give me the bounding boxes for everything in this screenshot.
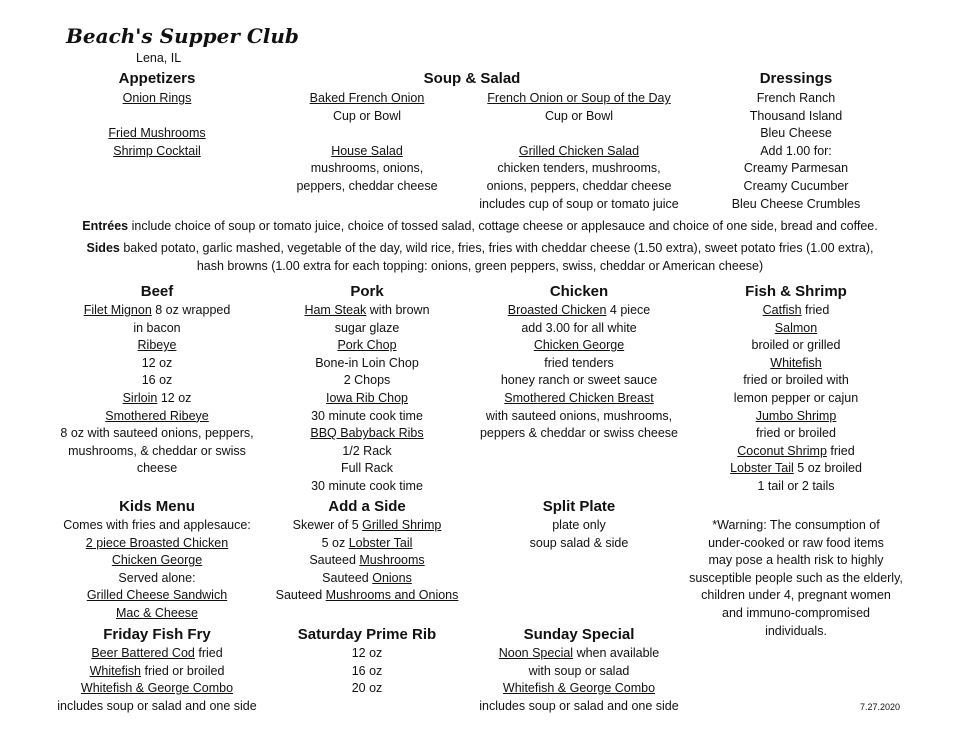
menu-line bbox=[47, 443, 267, 461]
menu-line bbox=[282, 125, 452, 143]
restaurant-title: Beach's Supper Club bbox=[66, 24, 299, 48]
menu-line bbox=[469, 355, 689, 373]
menu-item-name: 2 piece Broasted Chicken bbox=[85, 535, 229, 550]
menu-item-detail: 1 tail or 2 tails bbox=[757, 478, 835, 493]
menu-line bbox=[468, 90, 690, 108]
menu-line bbox=[267, 443, 467, 461]
menu-item-detail: Creamy Parmesan bbox=[743, 161, 849, 176]
menu-item-detail: lemon pepper or cajun bbox=[733, 390, 859, 405]
menu-item-detail: fried or broiled with bbox=[743, 373, 849, 388]
menu-item-detail: 5 oz broiled bbox=[793, 461, 862, 476]
menu-line bbox=[469, 663, 689, 681]
menu-line bbox=[468, 108, 690, 126]
menu-item-detail: 16 oz bbox=[141, 373, 173, 388]
menu-item-detail: with sauteed onions, mushrooms, bbox=[485, 408, 673, 423]
menu-item-detail: French Ranch bbox=[756, 91, 836, 105]
menu-item-name: House Salad bbox=[331, 143, 403, 158]
menu-line bbox=[257, 552, 477, 570]
menu-line bbox=[696, 178, 896, 196]
menu-item-detail: cheese bbox=[136, 461, 178, 476]
menu-line bbox=[282, 160, 452, 178]
menu-item-detail: 4 piece bbox=[606, 303, 651, 317]
menu-item-detail: mushrooms, & cheddar or swiss bbox=[68, 443, 246, 458]
menu-line bbox=[47, 390, 267, 408]
menu-item-detail: 20 oz bbox=[351, 681, 383, 696]
menu-item-name: Mushrooms bbox=[359, 553, 425, 568]
menu-item-name: Grilled Cheese Sandwich bbox=[86, 588, 228, 603]
menu-item-detail: Creamy Cucumber bbox=[743, 178, 849, 193]
menu-item-detail: onions, peppers, cheddar cheese bbox=[486, 178, 672, 193]
menu-item-detail: includes cup of soup or tomato juice bbox=[479, 196, 679, 211]
menu-line: and immuno-compromised bbox=[722, 605, 870, 620]
menu-item-detail: Cup or Bowl bbox=[332, 108, 402, 123]
kids-menu-heading: Kids Menu bbox=[119, 498, 195, 515]
menu-line bbox=[47, 320, 267, 338]
menu-line bbox=[267, 390, 467, 408]
menu-item-detail: Full Rack bbox=[340, 461, 394, 476]
menu-line bbox=[282, 90, 452, 108]
menu-line bbox=[696, 337, 896, 355]
menu-item-detail: honey ranch or sweet sauce bbox=[500, 373, 658, 388]
add-side-list bbox=[257, 517, 477, 605]
beef-heading: Beef bbox=[140, 283, 174, 300]
menu-line bbox=[696, 125, 896, 143]
menu-line bbox=[267, 460, 467, 478]
menu-item-detail: plate only bbox=[552, 518, 606, 532]
menu-line bbox=[57, 125, 257, 143]
kids-menu-list bbox=[47, 517, 267, 623]
menu-line bbox=[282, 143, 452, 161]
beef-list bbox=[47, 302, 267, 478]
menu-item-name: Smothered Ribeye bbox=[105, 408, 209, 423]
menu-item-name: French Onion or Soup of the Day bbox=[487, 91, 671, 105]
menu-item-detail: Bleu Cheese bbox=[760, 126, 832, 141]
menu-item-detail: 1/2 Rack bbox=[342, 443, 392, 458]
split-plate-list bbox=[479, 517, 679, 552]
soup-salad-col1 bbox=[282, 90, 452, 196]
sides-note-cont: hash browns (1.00 extra for each topping: onions, green peppers, swiss, cheddar or American cheese) bbox=[196, 259, 764, 273]
menu-item-detail: add 3.00 for all white bbox=[521, 320, 637, 335]
chicken-list bbox=[469, 302, 689, 443]
dressings-list bbox=[696, 90, 896, 213]
menu-line bbox=[696, 425, 896, 443]
menu-line bbox=[47, 680, 267, 698]
menu-item-detail: Thousand Island bbox=[749, 108, 843, 123]
menu-item-name: Lobster Tail bbox=[348, 535, 413, 550]
menu-line bbox=[267, 663, 467, 681]
menu-line bbox=[47, 302, 267, 320]
menu-item-name: Catfish bbox=[762, 303, 802, 317]
menu-line bbox=[267, 320, 467, 338]
menu-item-detail: fried bbox=[826, 443, 855, 458]
menu-line bbox=[468, 196, 690, 214]
menu-line bbox=[696, 390, 896, 408]
fish-shrimp-heading: Fish & Shrimp bbox=[745, 283, 847, 300]
menu-item-detail: chicken tenders, mushrooms, bbox=[497, 161, 661, 176]
soup-salad-heading: Soup & Salad bbox=[423, 70, 521, 87]
menu-line-prefix: Skewer of 5 bbox=[292, 518, 363, 532]
menu-line bbox=[47, 372, 267, 390]
menu-item-detail: 2 Chops bbox=[343, 373, 391, 388]
add-side-heading: Add a Side bbox=[328, 498, 406, 515]
menu-item-detail: 12 oz bbox=[157, 390, 192, 405]
menu-item-name: Baked French Onion bbox=[309, 91, 425, 105]
menu-item-name: Iowa Rib Chop bbox=[326, 390, 408, 405]
menu-item-detail: soup salad & side bbox=[529, 535, 629, 550]
menu-item-detail: includes soup or salad and one side bbox=[479, 698, 679, 713]
menu-line bbox=[696, 408, 896, 426]
menu-item-detail: 30 minute cook time bbox=[311, 408, 423, 423]
menu-line bbox=[468, 125, 690, 143]
menu-line: may pose a health risk to highly bbox=[708, 553, 884, 568]
menu-line bbox=[257, 535, 477, 553]
menu-line bbox=[696, 143, 896, 161]
menu-item-name: Whitefish bbox=[89, 663, 142, 678]
menu-line-prefix: 5 oz bbox=[321, 535, 349, 550]
menu-item-detail: fried tenders bbox=[544, 355, 614, 370]
menu-line bbox=[47, 517, 267, 535]
menu-line bbox=[468, 178, 690, 196]
menu-line bbox=[469, 390, 689, 408]
menu-line bbox=[47, 698, 267, 716]
menu-item-name: Sirloin bbox=[122, 390, 158, 405]
menu-item-name: Smothered Chicken Breast bbox=[504, 390, 654, 405]
dressings-heading: Dressings bbox=[759, 70, 833, 87]
menu-line bbox=[267, 680, 467, 698]
sunday-special-heading: Sunday Special bbox=[523, 626, 635, 643]
menu-line bbox=[47, 587, 267, 605]
menu-item-detail: in bacon bbox=[133, 320, 181, 335]
menu-item-detail: with brown bbox=[366, 303, 430, 317]
friday-fish-fry-heading: Friday Fish Fry bbox=[103, 626, 211, 643]
menu-line bbox=[282, 108, 452, 126]
menu-item-name: Grilled Chicken Salad bbox=[518, 143, 640, 158]
menu-line: children under 4, pregnant women bbox=[701, 588, 891, 603]
menu-line bbox=[468, 160, 690, 178]
menu-line bbox=[257, 570, 477, 588]
menu-item-detail: mushrooms, onions, bbox=[310, 161, 424, 176]
entrees-note: Entrées include choice of soup or tomato juice, choice of tossed salad, cottage cheese or applesauce and choice of one side, bread and coffee. bbox=[82, 219, 878, 233]
menu-line bbox=[47, 570, 267, 588]
menu-item-detail: 12 oz bbox=[351, 646, 383, 660]
menu-item-detail: fried or broiled bbox=[756, 426, 836, 441]
menu-item-name: Coconut Shrimp bbox=[737, 443, 827, 458]
menu-item-name: Whitefish & George Combo bbox=[80, 681, 234, 696]
menu-line bbox=[47, 425, 267, 443]
menu-line bbox=[267, 478, 467, 496]
menu-item-name: Chicken George bbox=[111, 553, 203, 568]
menu-item-name: Ribeye bbox=[137, 338, 177, 353]
menu-line-prefix: Sauteed bbox=[275, 588, 326, 603]
menu-line: under-cooked or raw food items bbox=[708, 535, 884, 550]
menu-line bbox=[696, 90, 896, 108]
menu-item-detail: 8 oz with sauteed onions, peppers, bbox=[60, 426, 254, 441]
menu-item-detail: when available bbox=[573, 646, 660, 660]
menu-item-detail: sugar glaze bbox=[334, 320, 400, 335]
menu-item-detail: fried or broiled bbox=[141, 663, 225, 678]
restaurant-location: Lena, IL bbox=[136, 51, 182, 65]
menu-line bbox=[479, 535, 679, 553]
menu-date: 7.27.2020 bbox=[860, 702, 901, 712]
menu-line bbox=[469, 680, 689, 698]
menu-line bbox=[479, 517, 679, 535]
menu-item-detail: peppers & cheddar or swiss cheese bbox=[479, 426, 679, 441]
friday-fish-fry-list bbox=[47, 645, 267, 715]
menu-item-detail: Served alone: bbox=[118, 570, 196, 585]
menu-item-name: Shrimp Cocktail bbox=[113, 143, 201, 158]
menu-line bbox=[469, 337, 689, 355]
menu-line bbox=[696, 108, 896, 126]
menu-line bbox=[469, 698, 689, 716]
menu-line bbox=[47, 408, 267, 426]
menu-line bbox=[696, 196, 896, 214]
menu-item-detail: includes soup or salad and one side bbox=[57, 698, 257, 713]
menu-line bbox=[257, 587, 477, 605]
menu-item-detail: fried bbox=[194, 646, 223, 660]
menu-item-name: Grilled Shrimp bbox=[362, 518, 442, 532]
menu-item-detail: 16 oz bbox=[351, 663, 383, 678]
menu-item-detail: 12 oz bbox=[141, 355, 173, 370]
menu-line bbox=[696, 320, 896, 338]
menu-line bbox=[267, 302, 467, 320]
menu-line-prefix: Sauteed bbox=[309, 553, 360, 568]
menu-item-name: Whitefish & George Combo bbox=[502, 681, 656, 696]
menu-line bbox=[469, 408, 689, 426]
menu-item-detail: Cup or Bowl bbox=[544, 108, 614, 123]
soup-salad-col2 bbox=[468, 90, 690, 213]
menu-item-name: Salmon bbox=[774, 320, 818, 335]
menu-line bbox=[267, 355, 467, 373]
menu-item-detail: Add 1.00 for: bbox=[760, 143, 832, 158]
menu-item-detail: fried bbox=[801, 303, 830, 317]
menu-item-name: Onions bbox=[372, 570, 412, 585]
menu-item-name: Mushrooms and Onions bbox=[325, 588, 459, 603]
menu-item-name: Onion Rings bbox=[122, 91, 192, 105]
menu-item-detail: Bone-in Loin Chop bbox=[315, 355, 419, 370]
menu-item-detail: 8 oz wrapped bbox=[151, 303, 231, 317]
menu-line bbox=[696, 160, 896, 178]
menu-line bbox=[57, 108, 257, 126]
menu-item-name: Noon Special bbox=[498, 646, 574, 660]
menu-item-name: Broasted Chicken bbox=[507, 303, 607, 317]
menu-item-name: Beer Battered Cod bbox=[91, 646, 195, 660]
menu-line bbox=[267, 372, 467, 390]
menu-item-name: Mac & Cheese bbox=[116, 605, 198, 620]
menu-line bbox=[696, 443, 896, 461]
menu-line-prefix: Sauteed bbox=[322, 570, 373, 585]
menu-line bbox=[469, 320, 689, 338]
menu-item-name: Jumbo Shrimp bbox=[755, 408, 837, 423]
menu-item-name: Filet Mignon bbox=[83, 303, 152, 317]
menu-line: susceptible people such as the elderly, bbox=[689, 570, 903, 585]
sides-note: Sides baked potato, garlic mashed, vegetable of the day, wild rice, fries, fries with cheddar cheese (1.50 extra), sweet potato fries (1.00 extra), bbox=[86, 241, 874, 255]
menu-line bbox=[57, 143, 257, 161]
menu-line bbox=[696, 355, 896, 373]
health-warning bbox=[686, 517, 906, 640]
menu-line bbox=[47, 355, 267, 373]
menu-item-name: Ham Steak bbox=[304, 303, 367, 317]
menu-item-name: Lobster Tail bbox=[730, 461, 794, 476]
menu-line bbox=[47, 663, 267, 681]
sunday-special-list bbox=[469, 645, 689, 715]
menu-item-name: Fried Mushrooms bbox=[108, 126, 206, 141]
menu-line bbox=[47, 337, 267, 355]
menu-line bbox=[57, 90, 257, 108]
menu-item-detail: with soup or salad bbox=[528, 663, 630, 678]
menu-line: *Warning: The consumption of bbox=[712, 518, 880, 532]
saturday-prime-rib-list bbox=[267, 645, 467, 698]
menu-item-name: Whitefish bbox=[770, 355, 822, 370]
menu-line bbox=[267, 337, 467, 355]
appetizers-heading: Appetizers bbox=[118, 70, 196, 87]
menu-item-detail: peppers, cheddar cheese bbox=[296, 178, 438, 193]
chicken-heading: Chicken bbox=[549, 283, 609, 300]
menu-line bbox=[47, 605, 267, 623]
menu-line bbox=[469, 425, 689, 443]
menu-item-name: Chicken George bbox=[533, 338, 625, 353]
menu-line bbox=[47, 535, 267, 553]
menu-line bbox=[469, 372, 689, 390]
menu-line bbox=[47, 460, 267, 478]
menu-item-name: BBQ Babyback Ribs bbox=[310, 426, 424, 441]
menu-item-name: Pork Chop bbox=[337, 338, 397, 353]
menu-line bbox=[47, 552, 267, 570]
menu-item-detail: 30 minute cook time bbox=[311, 478, 423, 493]
menu-item-detail: Bleu Cheese Crumbles bbox=[731, 196, 861, 211]
menu-line bbox=[696, 302, 896, 320]
menu-line bbox=[696, 372, 896, 390]
pork-heading: Pork bbox=[350, 283, 384, 300]
appetizers-list bbox=[57, 90, 257, 160]
menu-line bbox=[267, 645, 467, 663]
menu-line: individuals. bbox=[765, 623, 827, 638]
menu-line bbox=[469, 645, 689, 663]
split-plate-heading: Split Plate bbox=[542, 498, 616, 515]
menu-line bbox=[282, 178, 452, 196]
menu-line bbox=[696, 478, 896, 496]
menu-line bbox=[267, 425, 467, 443]
menu-line bbox=[47, 645, 267, 663]
saturday-prime-rib-heading: Saturday Prime Rib bbox=[297, 626, 437, 643]
menu-item-detail: broiled or grilled bbox=[751, 338, 841, 353]
menu-line bbox=[468, 143, 690, 161]
menu-line bbox=[267, 408, 467, 426]
fish-shrimp-list bbox=[696, 302, 896, 496]
menu-item-detail: Comes with fries and applesauce: bbox=[63, 518, 251, 532]
pork-list bbox=[267, 302, 467, 496]
menu-line bbox=[257, 517, 477, 535]
menu-line bbox=[469, 302, 689, 320]
menu-line bbox=[696, 460, 896, 478]
